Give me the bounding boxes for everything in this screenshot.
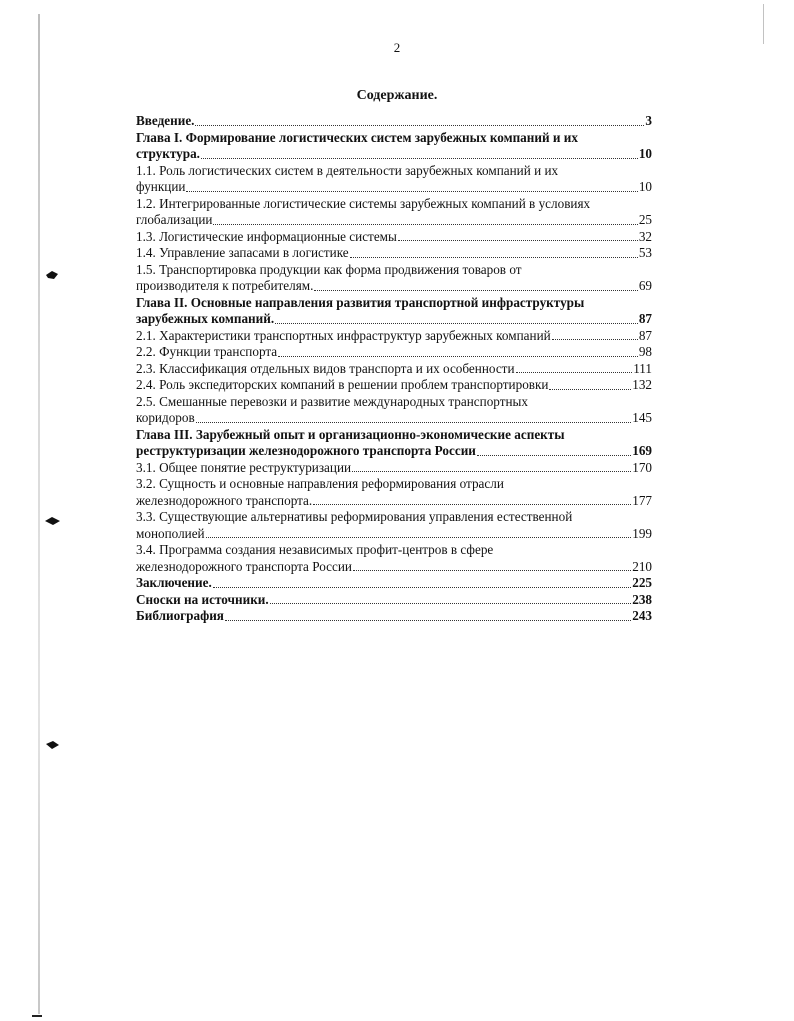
leader-dots [278,356,638,357]
leader-dots [477,455,631,456]
toc-section-1-3: 1.3. Логистические информационные системы 32 [136,228,652,244]
toc-section-2-1: 2.1. Характеристики транспортных инфраструктур зарубежных компаний 87 [136,327,652,343]
toc-section-1-1-title: 1.1. Роль логистических систем в деятельности зарубежных компаний и их [136,162,559,178]
toc-section-1-2: глобализации 25 [136,212,652,227]
toc-entry-intro: Введение. 3 [136,113,652,128]
scan-right-edge [763,4,764,44]
page-ref: 210 [632,558,652,574]
binder-hole-mark [44,270,62,280]
page-ref: 87 [638,311,652,326]
page-number: 2 [393,40,401,55]
page-ref: 177 [632,492,652,508]
scan-bottom-mark [32,1015,42,1017]
leader-dots [352,471,631,472]
leader-dots [350,257,638,258]
toc-section-2-5: коридоров 145 [136,410,652,425]
leader-dots [552,339,638,340]
toc-chapter-1-title: Глава I. Формирование логистических систем зарубежных компаний и их [136,129,578,145]
toc-entry-conclusion: Заключение. 225 [136,575,652,590]
leader-dots [270,603,632,604]
toc-section-2-5-title: 2.5. Смешанные перевозки и развитие международных транспортных [136,393,529,409]
page-ref: 32 [638,228,652,244]
page-ref: 145 [632,410,652,425]
binder-hole-mark [44,740,62,750]
toc-title: Содержание. [356,88,438,103]
toc-section-3-1: 3.1. Общее понятие реструктуризации 170 [136,459,652,475]
page-ref: 3 [645,113,652,128]
toc-section-3-2: железнодорожного транспорта. 177 [136,492,652,508]
leader-dots [213,587,631,588]
leader-dots [195,125,644,126]
page-ref: 169 [632,443,652,458]
page-ref: 25 [638,212,652,227]
toc-section-3-4-title: 3.4. Программа создания независимых профит-центров в сфере [136,542,494,557]
leader-dots [201,158,638,159]
toc-chapter-2-title: Глава II. Основные направления развития транспортной инфраструктуры [136,294,585,310]
binder-hole-mark [44,516,62,526]
toc-section-1-5-title: 1.5. Транспортировка продукции как форма продвижения товаров от [136,261,522,277]
toc-section-1-1: функции 10 [136,179,652,194]
leader-dots [186,191,637,192]
page-ref: 69 [638,278,652,293]
page-ref: 98 [638,344,652,359]
leader-dots [516,372,633,373]
toc-section-3-3: монополией 199 [136,525,652,541]
leader-dots [196,422,632,423]
table-of-contents [136,113,652,625]
toc-section-3-4: железнодорожного транспорта России 210 [136,558,652,574]
toc-section-2-4: 2.4. Роль экспедиторских компаний в решении проблем транспортировки 132 [136,377,652,392]
leader-dots [225,620,631,621]
page-ref: 53 [638,245,652,260]
leader-dots [313,504,631,505]
page-ref: 10 [638,179,652,194]
toc-section-1-5: производителя к потребителям. 69 [136,278,652,293]
leader-dots [549,389,631,390]
leader-dots [353,570,631,571]
page-ref: 132 [632,377,652,392]
scan-left-edge [38,14,40,1014]
page-ref: 238 [632,591,652,607]
toc-entry-bibliography: Библиография 243 [136,608,652,623]
leader-dots [213,224,637,225]
toc-section-2-2: 2.2. Функции транспорта 98 [136,344,652,359]
toc-section-3-3-title: 3.3. Существующие альтернативы реформирования управления естественной [136,509,573,524]
toc-chapter-2: зарубежных компаний. 87 [136,311,652,326]
page-ref: 225 [632,575,652,590]
leader-dots [275,323,638,324]
page-ref: 10 [638,146,652,161]
page-ref: 199 [632,525,652,541]
leader-dots [206,537,632,538]
toc-section-2-3: 2.3. Классификация отдельных видов транспорта и их особенности 111 [136,360,652,376]
leader-dots [398,240,638,241]
page-ref: 111 [633,360,652,376]
toc-chapter-3-title: Глава III. Зарубежный опыт и организационно-экономические аспекты [136,426,565,442]
toc-section-3-2-title: 3.2. Сущность и основные направления реформирования отрасли [136,476,504,491]
toc-chapter-1: структура. 10 [136,146,652,161]
toc-entry-footnotes: Сноски на источники. 238 [136,591,652,607]
leader-dots [314,290,637,291]
toc-section-1-4: 1.4. Управление запасами в логистике 53 [136,245,652,260]
toc-section-1-2-title: 1.2. Интегрированные логистические системы зарубежных компаний в условиях [136,195,591,211]
toc-chapter-3: реструктуризации железнодорожного транспорта России 169 [136,443,652,458]
page-ref: 87 [638,327,652,343]
page-ref: 243 [632,608,652,623]
page-ref: 170 [632,459,652,475]
